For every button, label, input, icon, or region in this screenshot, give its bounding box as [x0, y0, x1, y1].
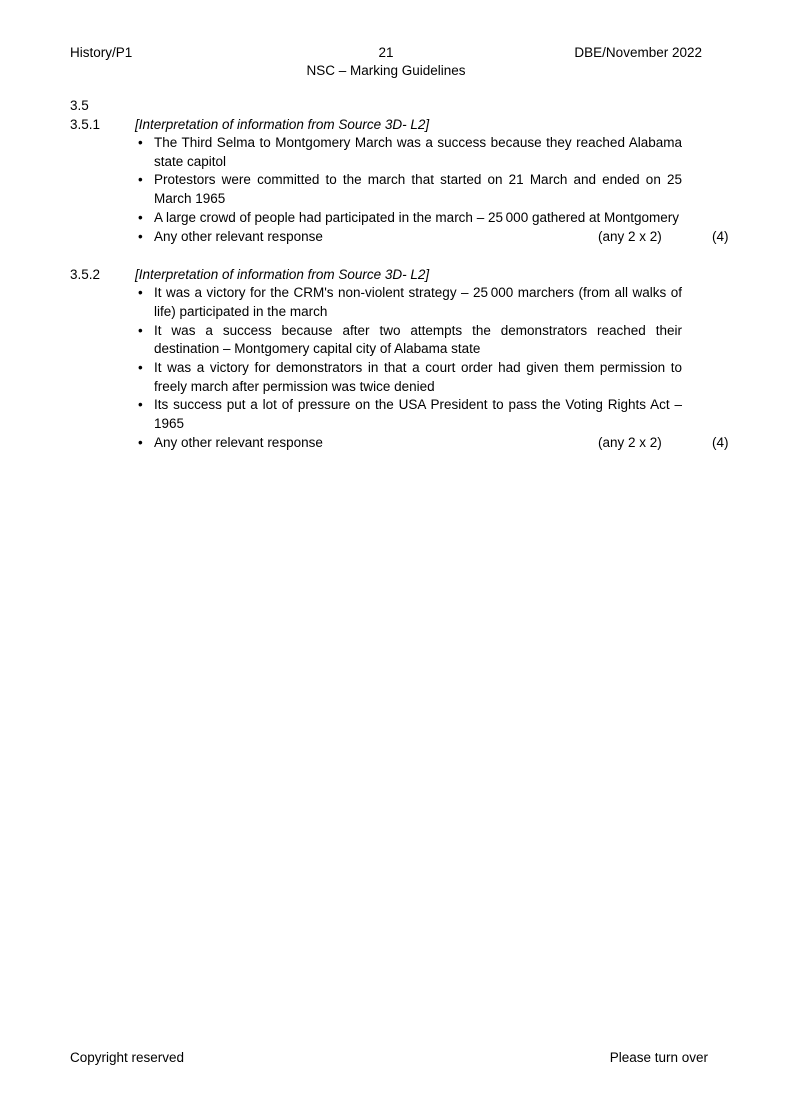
answer-bullet-text: Any other relevant response: [154, 228, 323, 244]
page-header: [70, 44, 702, 88]
answer-bullet: [70, 134, 734, 171]
header-subject: History/P1: [70, 45, 133, 60]
marks-total: (4): [712, 228, 729, 244]
answer-bullet-text: Any other relevant response: [154, 434, 323, 450]
answer-bullet: [70, 171, 734, 208]
bullet-point-icon: •: [138, 228, 143, 244]
answer-bullet: [70, 359, 734, 396]
bullet-point-icon: •: [138, 360, 143, 376]
bullet-point-icon: •: [138, 285, 143, 301]
bullet-point-icon: •: [138, 209, 143, 225]
answer-bullet-text: A large crowd of people had participated in the march – 25 000 gathered at Montgomery: [154, 209, 680, 225]
footer-copyright: Copyright reserved: [70, 1050, 185, 1065]
footer-turn-over: Please turn over: [609, 1050, 708, 1065]
answer-bullet: [70, 434, 734, 453]
question-number: 3.5.2: [70, 267, 101, 283]
answer-bullet: [70, 396, 734, 433]
question-source-label: [Interpretation of information from Source 3D- L2]: [135, 267, 430, 283]
page-content: [70, 96, 734, 453]
answer-bullet: [70, 322, 734, 359]
question-sections: [70, 115, 734, 453]
marks-total: (4): [712, 434, 729, 450]
answer-bullet: [70, 284, 734, 321]
bullet-point-icon: •: [138, 322, 143, 338]
question-group-number: 3.5: [70, 98, 89, 113]
question-heading: [70, 115, 734, 134]
question-source-label: [Interpretation of information from Source 3D- L2]: [135, 117, 430, 132]
marks-instruction: (any 2 x 2): [598, 434, 662, 450]
bullet-point-icon: •: [138, 397, 143, 413]
answer-bullet-list: [70, 284, 734, 452]
question-section: [70, 265, 734, 452]
question-heading: [70, 265, 734, 284]
answer-bullet-text: Its success put a lot of pressure on the USA President to pass the Voting Rights Act – 1965: [154, 397, 682, 432]
marks-instruction: (any 2 x 2): [598, 228, 662, 244]
answer-bullet-text: It was a victory for the CRM's non-violent strategy – 25 000 marchers (from all walks of life) participated in the march: [154, 285, 682, 319]
header-top-row: [70, 44, 702, 62]
answer-bullet: [70, 209, 734, 228]
header-subtitle: NSC – Marking Guidelines: [306, 63, 466, 78]
question-section: [70, 115, 734, 246]
header-page-number: 21: [378, 45, 394, 60]
answer-bullet-text: Protestors were committed to the march that started on 21 March and ended on 25 March 1965: [154, 172, 682, 207]
answer-bullet-list: [70, 134, 734, 246]
header-exam-body: DBE/November 2022: [574, 45, 702, 60]
answer-bullet-text: It was a success because after two attempts the demonstrators reached their destination – Montgomery capital city of Alabama state: [154, 322, 682, 357]
page-footer: [70, 1049, 708, 1067]
bullet-point-icon: •: [138, 135, 143, 150]
bullet-point-icon: •: [138, 172, 143, 188]
answer-bullet-text: It was a victory for demonstrators in that a court order had given them permission to freely march after permission was twice denied: [154, 360, 682, 394]
question-number: 3.5.1: [70, 117, 101, 132]
answer-bullet-text: The Third Selma to Montgomery March was a success because they reached Alabama state capitol: [154, 135, 682, 169]
bullet-point-icon: •: [138, 434, 143, 450]
answer-bullet: [70, 228, 734, 247]
